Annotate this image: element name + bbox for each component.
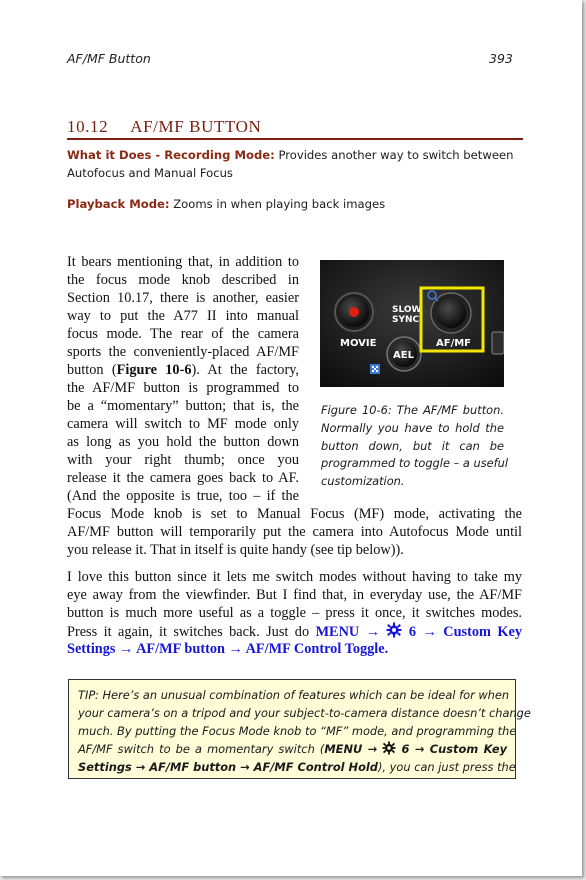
body-line: Section 10.17, there is another, easier [67,290,299,306]
tip-menu-path: 6 → Custom Key [401,742,507,756]
body-line: Focus Mode knob is set to Manual Focus (MF) mode, activating the [67,506,522,522]
menu-path: MENU → [315,624,380,640]
body-line: focus mode. The rear of the camera [67,326,299,342]
body-line: sports the conveniently-placed AF/MF [67,344,299,360]
body-line: camera will switch to MF mode only [67,416,299,432]
body-text: ). At the factory, [191,362,299,378]
tip-line [78,758,516,776]
body-line: with your right thumb; once you [67,452,299,468]
ael-label: AEL [393,350,414,361]
what-it-does-text-1: Provides another way to switch between [278,148,514,162]
menu-path: Settings → AF/MF button → AF/MF Control Toggle. [67,641,389,657]
body-line: I love this button since it lets me switch modes without having to take my [67,569,522,585]
gear-icon [386,622,402,638]
camera-back-illustration [320,260,504,387]
body-line [67,622,522,641]
body-line: you release it. That in itself is quite handy (see tip below)). [67,542,404,558]
body-line: eye away from the viewfinder. But I find that, in everyday use, the AF/MF [67,587,522,603]
section-title: AF/MF BUTTON [130,117,262,136]
body-line: the AF/MF button is programmed to [67,380,299,396]
afmf-label: AF/MF [436,338,472,349]
body-line: It bears mentioning that, in addition to [67,254,299,270]
tip-line: TIP: Here’s an unusual combination of features which can be ideal for when [78,688,510,702]
tip-menu-path: MENU → [324,742,378,756]
section-number: 10.12 [67,117,109,136]
body-line [67,361,299,379]
menu-path: 6 → Custom Key [408,624,522,640]
page-number: 393 [489,51,513,66]
body-text: button ( [67,362,117,378]
playback-mode-label: Playback Mode: [67,197,170,211]
body-line: be a “momentary” button; that is, the [67,398,299,414]
figure-reference: Figure 10-6 [116,362,192,378]
body-line: as long as you hold the button down [67,434,299,450]
movie-label: MOVIE [340,338,377,349]
body-line: the focus mode knob described in [67,272,299,288]
body-line [67,640,522,658]
caption-text: Normally you have to hold the [321,420,504,435]
what-it-does-label: What it Does - Recording Mode: [67,148,275,162]
what-it-does-text-2: Autofocus and Manual Focus [67,165,233,180]
tip-line: your camera’s on a tripod and your subject-to-camera distance doesn’t change [78,706,531,720]
caption-text: customization. [321,474,405,489]
gear-icon [382,741,396,755]
camera-figure-photo [320,260,504,387]
body-line: (And the opposite is true, too – if the [67,488,299,504]
slow-label: SLOW [392,305,422,315]
what-it-does-paragraph [67,147,525,182]
tip-line [78,740,507,758]
body-line: button is much more useful as a toggle – press it once, it switches modes. [67,605,522,621]
figure-caption [321,402,509,491]
tip-line: much. By putting the Focus Mode knob to “MF” mode, and programming the [78,724,517,738]
tip-box [68,679,531,779]
caption-label: Figure 10-6: [321,403,392,417]
caption-text: button down, but it can be [321,438,504,453]
section-heading [67,117,261,137]
tip-text: ), you can just press the [377,760,516,774]
playback-mode-text: Zooms in when playing back images [173,197,386,211]
section-divider [67,138,523,140]
running-header-title: AF/MF Button [67,51,151,66]
caption-text: programmed to toggle – a useful [321,456,509,471]
body-line: AF/MF button will temporarily put the camera into Autofocus Mode until [67,524,522,540]
sync-label: SYNC [392,315,420,325]
body-line: release it the camera goes back to AF. [67,470,299,486]
tip-text: AF/MF switch to be a momentary switch ( [78,742,325,756]
playback-mode-paragraph [67,196,525,214]
body-text: Press it again, it switches back. Just do [67,624,310,640]
caption-text: The AF/MF button. [396,403,504,417]
body-line: way to put the A77 II into manual [67,308,299,324]
tip-menu-path: Settings → AF/MF button → AF/MF Control Hold [78,760,378,774]
